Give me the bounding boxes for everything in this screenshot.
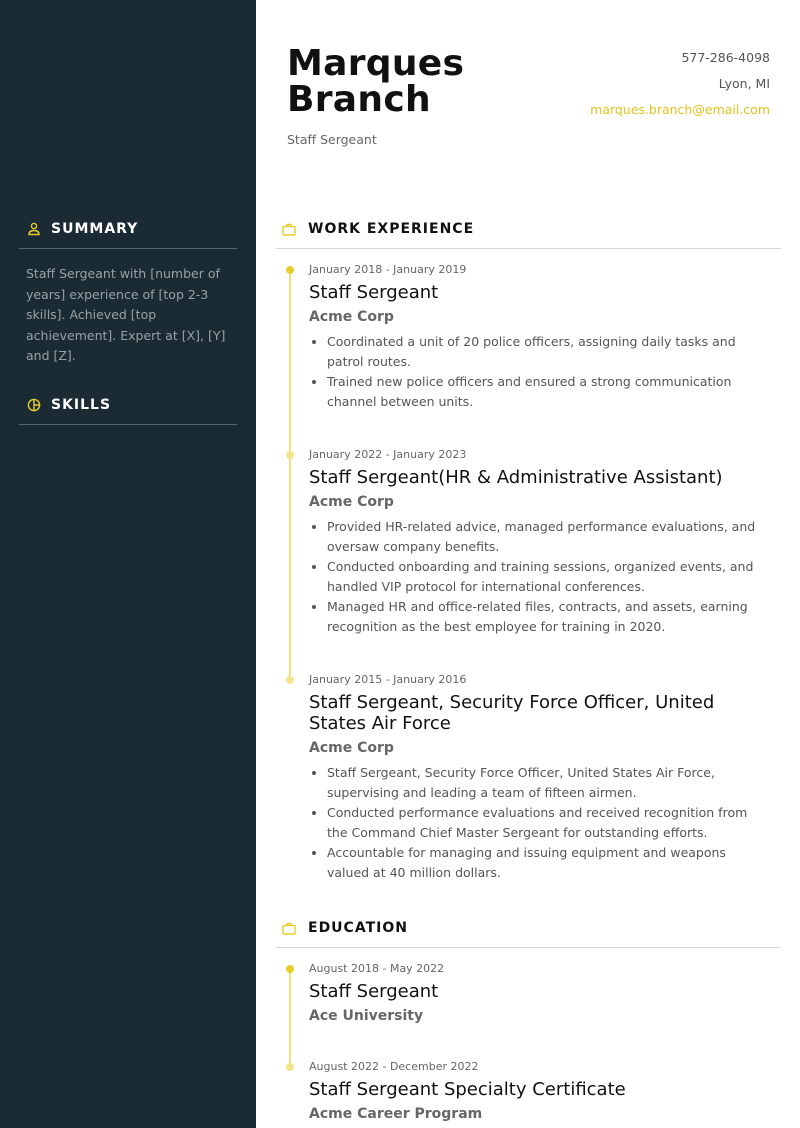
bullet-item: • Staff Sergeant, Security Force Officer, United States Air Force, supervising and leading a team of fifteen airmen. [327, 763, 769, 803]
entry-company: Acme Corp [309, 309, 394, 325]
candidate-name [287, 43, 465, 120]
work-entry [309, 673, 769, 883]
entry-bullets [309, 332, 769, 412]
entry-company: Acme Corp [309, 494, 394, 510]
work-experience-heading: WORK EXPERIENCE [308, 221, 475, 237]
entry-company: Acme Corp [309, 740, 394, 756]
timeline-dot [286, 1063, 294, 1071]
entry-title: Staff Sergeant Specialty Certificate [309, 1079, 626, 1100]
entry-institution: Ace University [309, 1008, 424, 1024]
briefcase-icon [282, 921, 298, 935]
work-experience-heading-row [276, 218, 781, 249]
candidate-role: Staff Sergeant [287, 132, 377, 147]
email-link[interactable]: marques.branch@email.com [590, 102, 770, 117]
entry-title: Staff Sergeant, Security Force Officer, United States Air Force [309, 692, 715, 734]
entry-institution: Acme Career Program [309, 1106, 483, 1122]
bullet-item: • Provided HR-related advice, managed performance evaluations, and oversaw company benefits. [327, 517, 769, 557]
bullet-item: • Managed HR and office-related files, contracts, and assets, earning recognition as the best employee for training in 2020. [327, 597, 769, 637]
work-entry [309, 263, 769, 412]
skills-heading-row [19, 394, 237, 425]
entry-dates: August 2022 - December 2022 [309, 1060, 479, 1073]
first-name: Marques [287, 43, 465, 84]
entry-dates: August 2018 - May 2022 [309, 962, 445, 975]
skills-section [19, 394, 237, 425]
education-timeline-line [289, 969, 291, 1069]
entry-title: Staff Sergeant [309, 981, 439, 1002]
timeline-dot [286, 676, 294, 684]
entry-bullets [309, 517, 769, 637]
education-entry [309, 1060, 769, 1122]
bullet-item: • Conducted performance evaluations and received recognition from the Command Chief Master Sergeant for outstanding efforts. [327, 803, 769, 843]
timeline-dot [286, 451, 294, 459]
timeline-dot [286, 266, 294, 274]
work-entry [309, 448, 769, 637]
bullet-item: • Trained new police officers and ensured a strong communication channel between units. [327, 372, 769, 412]
summary-text: Staff Sergeant with [number of years] experience of [top 2-3 skills]. Achieved [top achievement]. Expert at [X], [Y] and [Z]. [26, 266, 226, 363]
bullet-item: • Conducted onboarding and training sessions, organized events, and handled VIP protocol for international conferences. [327, 557, 769, 597]
entry-title: Staff Sergeant(HR & Administrative Assistant) [309, 467, 723, 488]
last-name: Branch [287, 79, 431, 120]
phone-number: 577-286-4098 [681, 50, 770, 65]
person-icon [27, 222, 41, 236]
skills-heading: SKILLS [51, 397, 112, 413]
education-entry [309, 962, 769, 1024]
work-timeline-line [289, 270, 291, 682]
entry-dates: January 2015 - January 2016 [309, 673, 467, 686]
summary-section [19, 218, 237, 367]
sidebar [0, 0, 256, 1128]
entry-dates: January 2022 - January 2023 [309, 448, 467, 461]
timeline-dot [286, 965, 294, 973]
summary-heading-row [19, 218, 237, 249]
entry-dates: January 2018 - January 2019 [309, 263, 467, 276]
bullet-item: • Coordinated a unit of 20 police officers, assigning daily tasks and patrol routes. [327, 332, 769, 372]
entry-bullets [309, 763, 769, 883]
bullet-item: • Accountable for managing and issuing equipment and weapons valued at 40 million dollars. [327, 843, 769, 883]
summary-heading: SUMMARY [51, 221, 139, 237]
briefcase-icon [282, 222, 298, 236]
pie-chart-icon [27, 398, 41, 412]
location: Lyon, MI [718, 76, 770, 91]
education-heading: EDUCATION [308, 920, 408, 936]
entry-title: Staff Sergeant [309, 282, 439, 303]
education-heading-row [276, 917, 781, 948]
